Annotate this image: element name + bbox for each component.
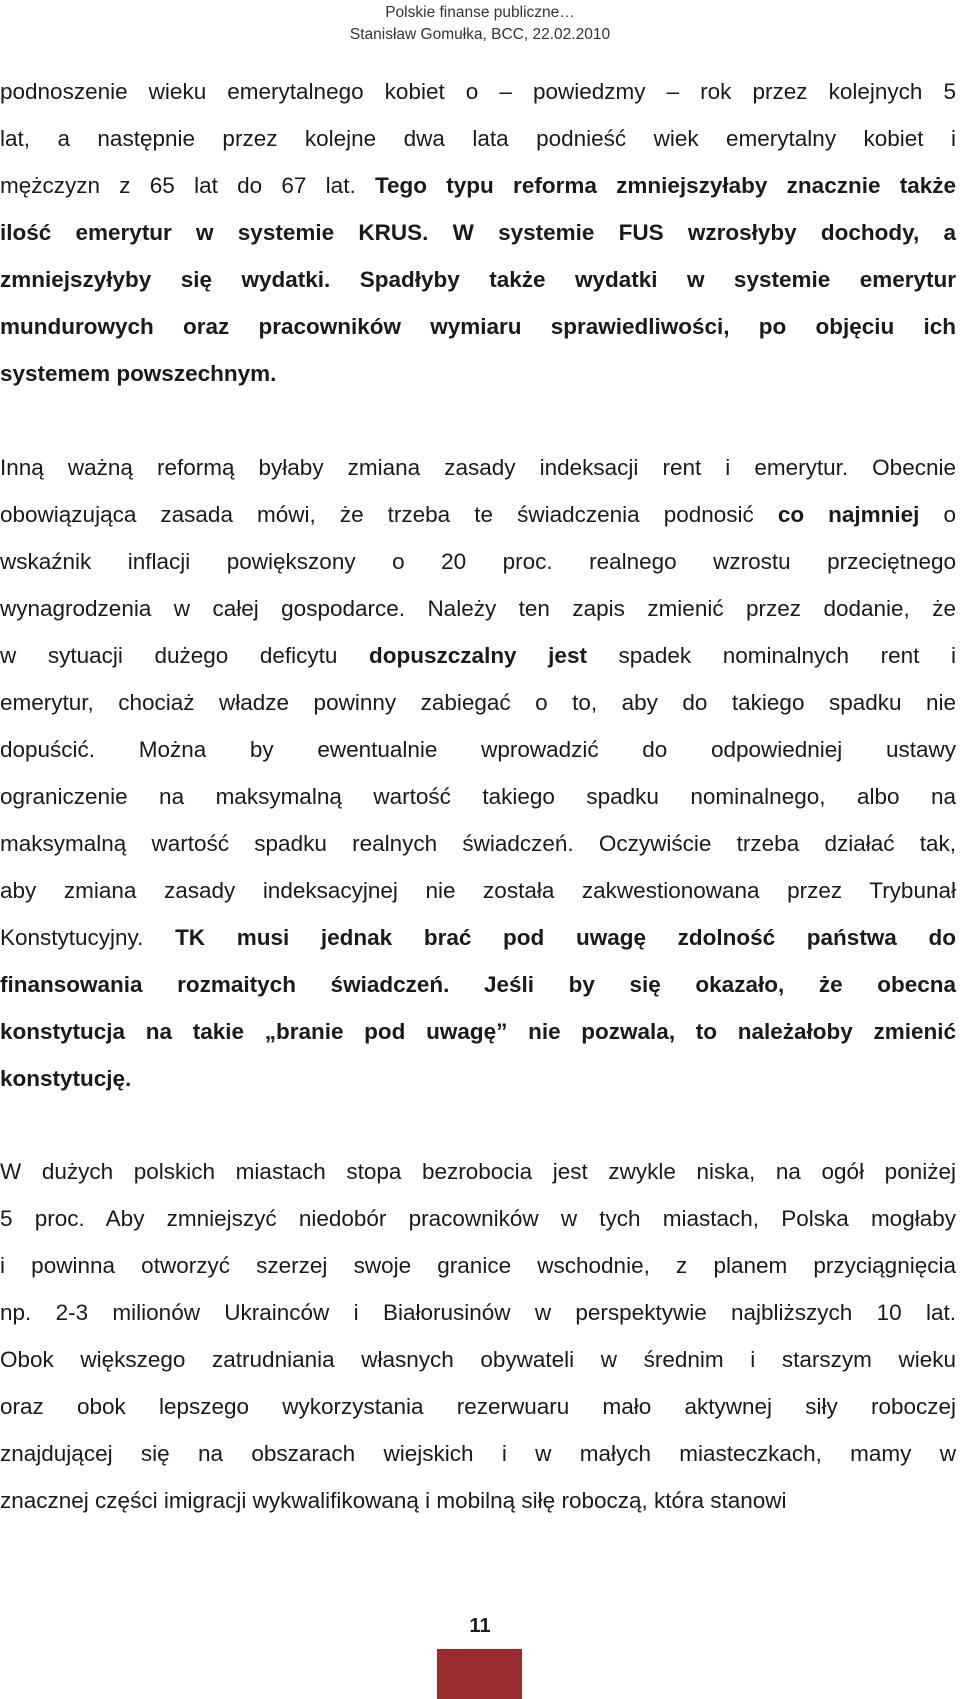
text-line xyxy=(0,491,956,538)
text-run: znajdującej się na obszarach wiejskich i w małych miasteczkach, mamy w xyxy=(0,1441,956,1466)
bold-text-run: ilość emerytur w systemie KRUS. W systemie FUS wzrosłyby dochody, a xyxy=(0,220,956,245)
text-line xyxy=(0,1383,956,1430)
text-run: i powinna otworzyć szerzej swoje granice wschodnie, z planem przyciągnięcia xyxy=(0,1253,956,1278)
text-line xyxy=(0,303,956,350)
running-header xyxy=(0,2,960,46)
text-run: znacznej części imigracji wykwalifikowaną i mobilną siłę roboczą, która stanowi xyxy=(0,1488,787,1513)
text-line xyxy=(0,1289,956,1336)
bold-text-run: konstytucję. xyxy=(0,1066,132,1091)
text-line xyxy=(0,538,956,585)
text-run: np. 2-3 milionów Ukrainców i Białorusinów w perspektywie najbliższych 10 lat. xyxy=(0,1300,956,1325)
bold-text-run: systemem powszechnym. xyxy=(0,361,277,386)
text-run: dopuścić. Można by ewentualnie wprowadzić do odpowiedniej ustawy xyxy=(0,737,956,762)
text-line xyxy=(0,679,956,726)
text-run: wskaźnik inflacji powiększony o 20 proc. realnego wzrostu przeciętnego xyxy=(0,549,956,574)
paragraph-immigration xyxy=(0,1148,956,1524)
text-line xyxy=(0,162,956,209)
text-run: lat, a następnie przez kolejne dwa lata podnieść wiek emerytalny kobiet i xyxy=(0,126,956,151)
text-run: spadek nominalnych rent i xyxy=(586,643,957,668)
text-line xyxy=(0,1242,956,1289)
text-line xyxy=(0,914,956,961)
text-run: maksymalną wartość spadku realnych świadczeń. Oczywiście trzeba działać tak, xyxy=(0,831,956,856)
text-run: podnoszenie wieku emerytalnego kobiet o – powiedzmy – rok przez kolejnych 5 xyxy=(0,79,956,104)
bold-text-run: zmniejszyłyby się wydatki. Spadłyby także wydatki w systemie emerytur xyxy=(0,267,956,292)
text-line xyxy=(0,867,956,914)
text-line xyxy=(0,1430,956,1477)
text-line xyxy=(0,1336,956,1383)
text-line xyxy=(0,1008,956,1055)
text-run: aby zmiana zasady indeksacyjnej nie została zakwestionowana przez Trybunał xyxy=(0,878,956,903)
text-run: oraz obok lepszego wykorzystania rezerwuaru mało aktywnej siły roboczej xyxy=(0,1394,956,1419)
paragraph-indexation xyxy=(0,444,956,1102)
text-line xyxy=(0,209,956,256)
text-run: emerytur, chociaż władze powinny zabiegać o to, aby do takiego spadku nie xyxy=(0,690,956,715)
text-run: Inną ważną reformą byłaby zmiana zasady indeksacji rent i emerytur. Obecnie xyxy=(0,455,956,480)
text-line xyxy=(0,350,956,397)
document-title: Polskie finanse publiczne… xyxy=(385,4,575,21)
text-run: Konstytucyjny. xyxy=(0,925,176,950)
bold-text-run: dopuszczalny jest xyxy=(369,643,587,668)
text-run: W dużych polskich miastach stopa bezrobocia jest zwykle niska, na ogół poniżej xyxy=(0,1159,956,1184)
text-line xyxy=(0,1195,956,1242)
text-line xyxy=(0,961,956,1008)
text-line xyxy=(0,115,956,162)
text-line xyxy=(0,585,956,632)
text-run: obowiązująca zasada mówi, że trzeba te świadczenia podnosić xyxy=(0,502,778,527)
footer-accent-bar xyxy=(437,1649,522,1699)
text-line xyxy=(0,632,956,679)
text-line xyxy=(0,1055,956,1102)
text-line xyxy=(0,773,956,820)
text-line xyxy=(0,256,956,303)
text-run: Obok większego zatrudniania własnych obywateli w średnim i starszym wieku xyxy=(0,1347,956,1372)
author-date: Stanisław Gomułka, BCC, 22.02.2010 xyxy=(349,26,611,43)
text-run: 5 proc. Aby zmniejszyć niedobór pracowników w tych miastach, Polska mogłaby xyxy=(0,1206,956,1231)
text-line xyxy=(0,1477,956,1524)
bold-text-run: mundurowych oraz pracowników wymiaru sprawiedliwości, po objęciu ich xyxy=(0,314,956,339)
bold-text-run: co najmniej xyxy=(777,502,920,527)
text-line xyxy=(0,820,956,867)
bold-text-run: Tego typu reforma zmniejszyłaby znacznie także xyxy=(374,173,957,198)
text-line xyxy=(0,444,956,491)
text-line xyxy=(0,68,956,115)
text-run: ograniczenie na maksymalną wartość takiego spadku nominalnego, albo na xyxy=(0,784,956,809)
text-run: mężczyzn z 65 lat do 67 lat. xyxy=(0,173,375,198)
bold-text-run: TK musi jednak brać pod uwagę zdolność państwa do xyxy=(175,925,956,950)
text-line xyxy=(0,1148,956,1195)
text-line xyxy=(0,726,956,773)
text-run: w sytuacji dużego deficytu xyxy=(0,643,370,668)
bold-text-run: finansowania rozmaitych świadczeń. Jeśli by się okazało, że obecna xyxy=(0,972,956,997)
text-run: o xyxy=(919,502,956,527)
text-run: wynagrodzenia w całej gospodarce. Należy ten zapis zmienić przez dodanie, że xyxy=(0,596,956,621)
page-number: 11 xyxy=(469,1615,491,1637)
paragraph-retirement-age xyxy=(0,68,956,397)
bold-text-run: konstytucja na takie „branie pod uwagę” nie pozwala, to należałoby zmienić xyxy=(0,1019,956,1044)
